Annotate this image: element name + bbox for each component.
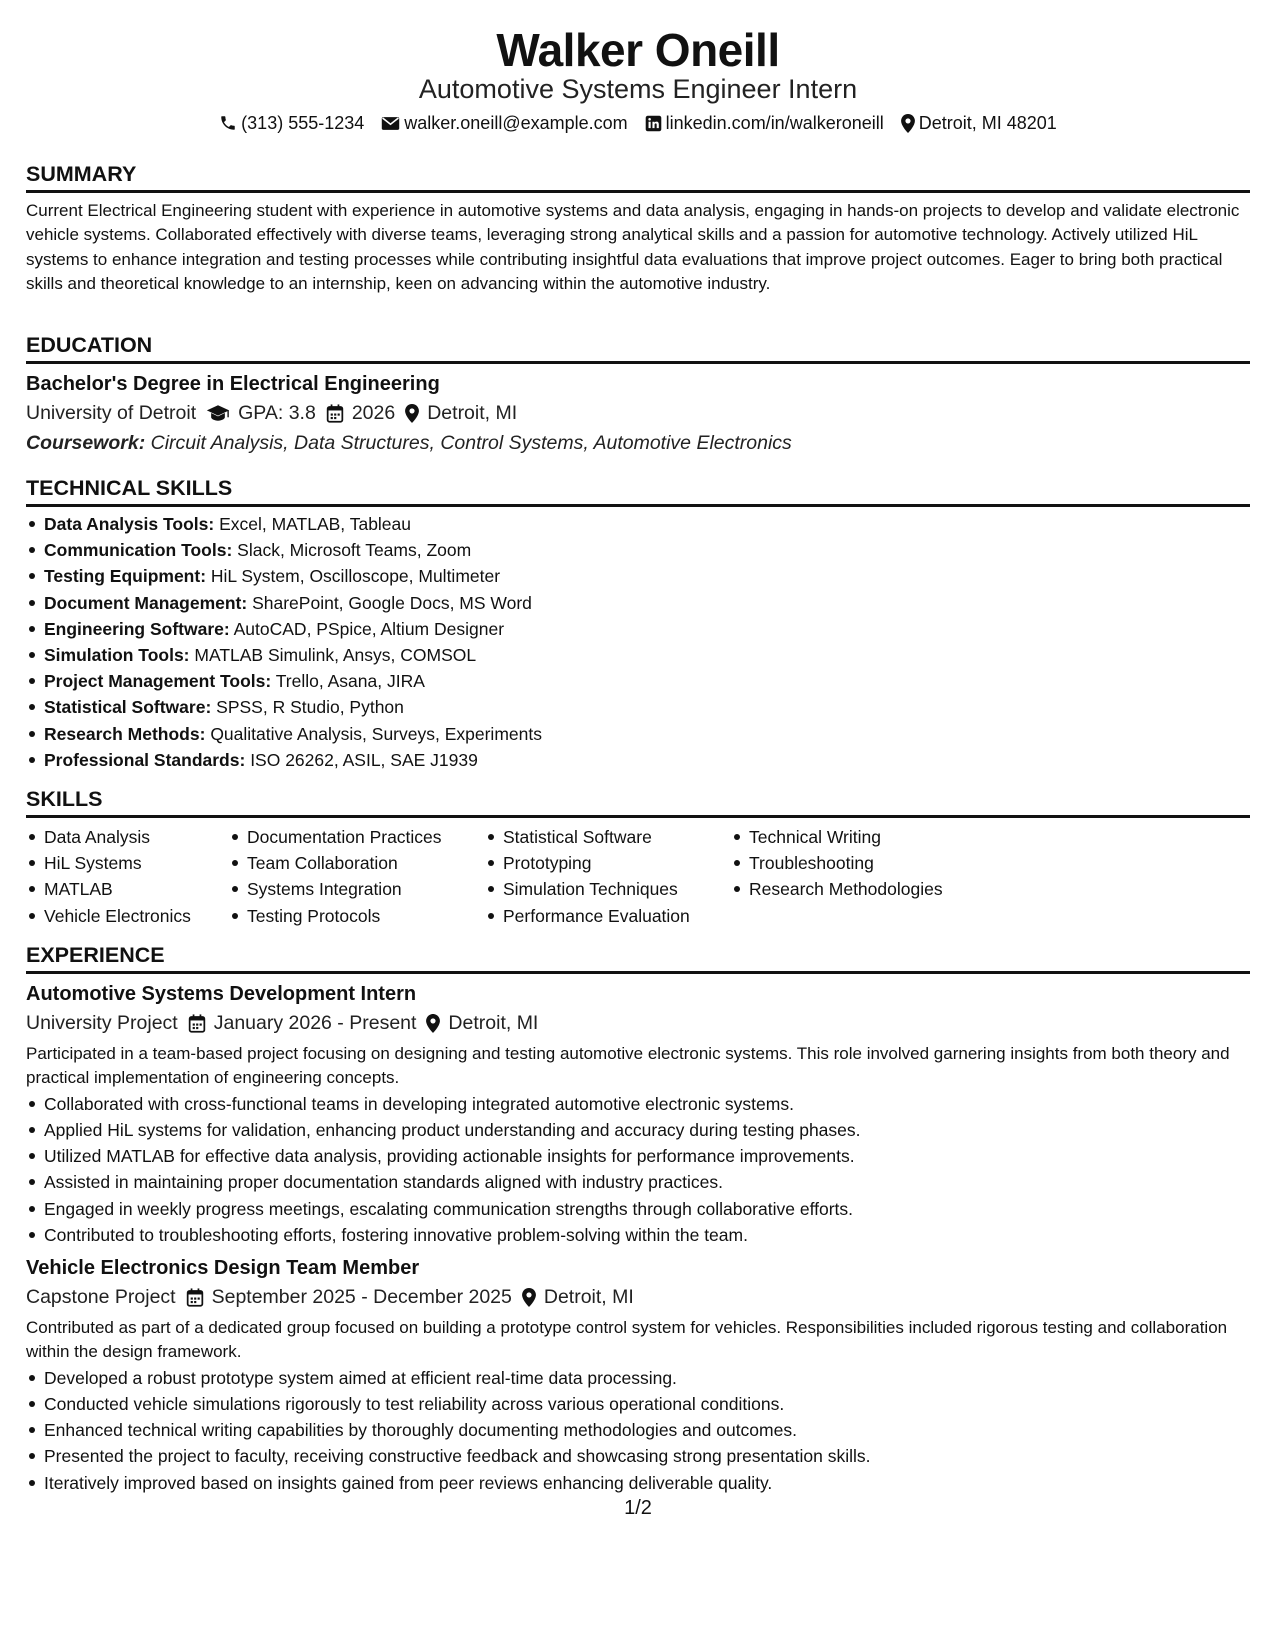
contact-phone[interactable] — [219, 110, 364, 136]
technical-skill-label: Simulation Tools: — [44, 645, 190, 666]
technical-skill-value: ISO 26262, ASIL, SAE J1939 — [250, 749, 478, 770]
education-heading: EDUCATION — [26, 331, 1250, 364]
technical-skill-value: MATLAB Simulink, Ansys, COMSOL — [194, 645, 477, 666]
skills-columns — [26, 824, 1250, 929]
skill-item: Simulation Techniques — [503, 876, 731, 902]
email-text: walker.oneill@example.com — [404, 113, 628, 133]
graduation-cap-icon — [206, 404, 230, 422]
coursework-list: Circuit Analysis, Data Structures, Control Systems, Automotive Electronics — [150, 432, 792, 454]
job-bullet: Iteratively improved based on insights gained from peer reviews enhancing deliverable quality. — [44, 1470, 1250, 1496]
skills-column — [485, 824, 731, 929]
job-description: Participated in a team-based project focusing on designing and testing automotive electronic systems. This role involved garnering insights from both theory and practical implementation of engineering concepts. — [26, 1044, 1230, 1088]
calendar-icon — [188, 1014, 206, 1033]
technical-skill-item — [44, 694, 1250, 720]
technical-skill-item — [44, 590, 1250, 616]
contact-linkedin[interactable] — [645, 110, 884, 136]
skill-item: HiL Systems — [44, 850, 229, 876]
technical-skill-value: Trello, Asana, JIRA — [275, 671, 425, 692]
job-org: Capstone Project — [26, 1286, 176, 1309]
technical-skill-label: Statistical Software: — [44, 697, 212, 718]
degree-title: Bachelor's Degree in Electrical Engineering — [26, 373, 440, 395]
technical-skill-label: Professional Standards: — [44, 749, 246, 770]
job-description: Contributed as part of a dedicated group focused on building a prototype control system for vehicles. Responsibilities included rigorous testing and collaboration within the design framework. — [26, 1318, 1228, 1362]
job-bullet: Engaged in weekly progress meetings, escalating communication strengths through collaborative efforts. — [44, 1196, 1250, 1222]
job-org: University Project — [26, 1012, 178, 1034]
skills-heading: SKILLS — [26, 785, 1250, 818]
technical-skill-value: SharePoint, Google Docs, MS Word — [252, 592, 532, 613]
candidate-name: Walker Oneill — [496, 24, 780, 76]
technical-skill-value: Qualitative Analysis, Surveys, Experiments — [210, 723, 542, 744]
technical-skill-label: Research Methods: — [44, 723, 206, 744]
job-bullet: Collaborated with cross-functional teams in developing integrated automotive electronic systems. — [44, 1091, 1250, 1117]
contact-location — [901, 110, 1057, 136]
experience-heading: EXPERIENCE — [26, 941, 1250, 974]
job-bullet: Assisted in maintaining proper documentation standards aligned with industry practices. — [44, 1169, 1250, 1195]
job-title: Automotive Systems Development Intern — [26, 983, 417, 1005]
technical-skill-item — [44, 537, 1250, 563]
skill-item: Testing Protocols — [247, 903, 485, 929]
job-title: Vehicle Electronics Design Team Member — [26, 1257, 420, 1280]
resume-page — [26, 0, 1250, 1650]
gpa-text: GPA: 3.8 — [238, 402, 316, 424]
technical-skill-value: SPSS, R Studio, Python — [216, 697, 404, 718]
education-section — [26, 331, 1250, 458]
summary-section — [26, 160, 1250, 297]
technical-skill-item — [44, 668, 1250, 694]
job-dates: September 2025 - December 2025 — [211, 1286, 512, 1309]
skill-item: Data Analysis — [44, 824, 229, 850]
technical-skill-label: Document Management: — [44, 592, 248, 613]
map-pin-icon — [901, 114, 915, 133]
skills-column — [26, 824, 229, 929]
job-bullet: Conducted vehicle simulations rigorously to test reliability across various operational conditions. — [44, 1391, 1250, 1417]
map-pin-icon — [522, 1288, 536, 1307]
technical-skill-item — [44, 563, 1250, 589]
technical-skill-item — [44, 721, 1250, 747]
skill-item: Technical Writing — [749, 824, 1009, 850]
page-number: 1/2 — [624, 1497, 652, 1519]
technical-skill-label: Data Analysis Tools: — [44, 514, 215, 534]
technical-skill-value: AutoCAD, PSpice, Altium Designer — [233, 618, 505, 639]
job-bullet: Applied HiL systems for validation, enhancing product understanding and accuracy during testing phases. — [44, 1117, 1250, 1143]
job-meta — [26, 1282, 1250, 1312]
linkedin-text: linkedin.com/in/walkeroneill — [665, 113, 884, 133]
skill-item: MATLAB — [44, 876, 229, 902]
technical-skill-value: Excel, MATLAB, Tableau — [219, 514, 412, 534]
skill-item: Prototyping — [503, 850, 731, 876]
school-name: University of Detroit — [26, 402, 197, 424]
technical-skill-label: Communication Tools: — [44, 540, 233, 561]
summary-heading: SUMMARY — [26, 160, 1250, 193]
technical-skill-item — [44, 642, 1250, 668]
coursework-line — [26, 428, 1250, 458]
skills-section — [26, 785, 1250, 929]
skill-item: Documentation Practices — [247, 824, 485, 850]
skills-column — [731, 824, 1009, 929]
skill-item: Performance Evaluation — [503, 903, 731, 929]
summary-text: Current Electrical Engineering student with experience in automotive systems and data analysis, engaging in hands-on projects to develop and validate electronic vehicle systems. Collaborated effectively with diverse teams, leveraging strong analytical skills and a passion for automotive technology. Actively utilized HiL systems to enhance integration and testing processes while contributing insightful data evaluations that improve project outcomes. Eager to bring both practical skills and theoretical knowledge to an internship, keen on advancing within the automotive industry. — [26, 201, 1240, 294]
technical-skills-section — [26, 474, 1250, 773]
skill-item: Team Collaboration — [247, 850, 485, 876]
technical-skill-label: Project Management Tools: — [44, 671, 272, 692]
contact-email[interactable] — [381, 110, 627, 136]
graduation-year: 2026 — [351, 402, 396, 424]
technical-skills-heading: TECHNICAL SKILLS — [26, 474, 1250, 507]
job-bullet: Enhanced technical writing capabilities by thoroughly documenting methodologies and outcomes. — [44, 1417, 1250, 1443]
coursework-label: Coursework: — [26, 432, 146, 454]
technical-skill-item — [44, 511, 1250, 537]
job-bullets — [26, 1091, 1250, 1248]
job-bullet: Presented the project to faculty, receiving constructive feedback and showcasing strong presentation skills. — [44, 1443, 1250, 1469]
technical-skill-label: Engineering Software: — [44, 618, 230, 639]
skills-column — [229, 824, 485, 929]
job-bullets — [26, 1365, 1250, 1496]
candidate-role: Automotive Systems Engineer Intern — [418, 74, 858, 104]
experience-section — [26, 941, 1250, 1496]
phone-text: (313) 555-1234 — [241, 113, 365, 133]
technical-skill-value: Slack, Microsoft Teams, Zoom — [237, 540, 472, 561]
job-bullet: Utilized MATLAB for effective data analysis, providing actionable insights for performance improvements. — [44, 1143, 1250, 1169]
education-meta — [26, 398, 1250, 428]
technical-skill-value: HiL System, Oscilloscope, Multimeter — [210, 566, 501, 587]
skill-item: Vehicle Electronics — [44, 903, 229, 929]
calendar-icon — [186, 1288, 204, 1307]
linkedin-icon — [645, 115, 662, 132]
experience-entry — [26, 1254, 1250, 1496]
job-meta — [26, 1008, 1250, 1038]
technical-skill-label: Testing Equipment: — [44, 566, 207, 587]
location-text: Detroit, MI 48201 — [918, 113, 1057, 133]
experience-entry — [26, 980, 1250, 1248]
map-pin-icon — [405, 404, 419, 423]
technical-skill-item — [44, 616, 1250, 642]
map-pin-icon — [426, 1014, 440, 1033]
school-location: Detroit, MI — [427, 402, 518, 424]
skill-item: Systems Integration — [247, 876, 485, 902]
job-location: Detroit, MI — [448, 1012, 539, 1034]
envelope-icon — [381, 116, 400, 131]
job-dates: January 2026 - Present — [213, 1012, 417, 1034]
job-bullet: Developed a robust prototype system aimed at efficient real-time data processing. — [44, 1365, 1250, 1391]
phone-icon — [219, 114, 237, 132]
skill-item: Research Methodologies — [749, 876, 1009, 902]
job-bullet: Contributed to troubleshooting efforts, fostering innovative problem-solving within the team. — [44, 1222, 1250, 1248]
calendar-icon — [326, 404, 344, 423]
technical-skill-item — [44, 747, 1250, 773]
skill-item: Troubleshooting — [749, 850, 1009, 876]
skill-item: Statistical Software — [503, 824, 731, 850]
contact-row — [26, 110, 1250, 136]
technical-skills-list — [26, 511, 1250, 773]
job-location: Detroit, MI — [543, 1286, 634, 1309]
